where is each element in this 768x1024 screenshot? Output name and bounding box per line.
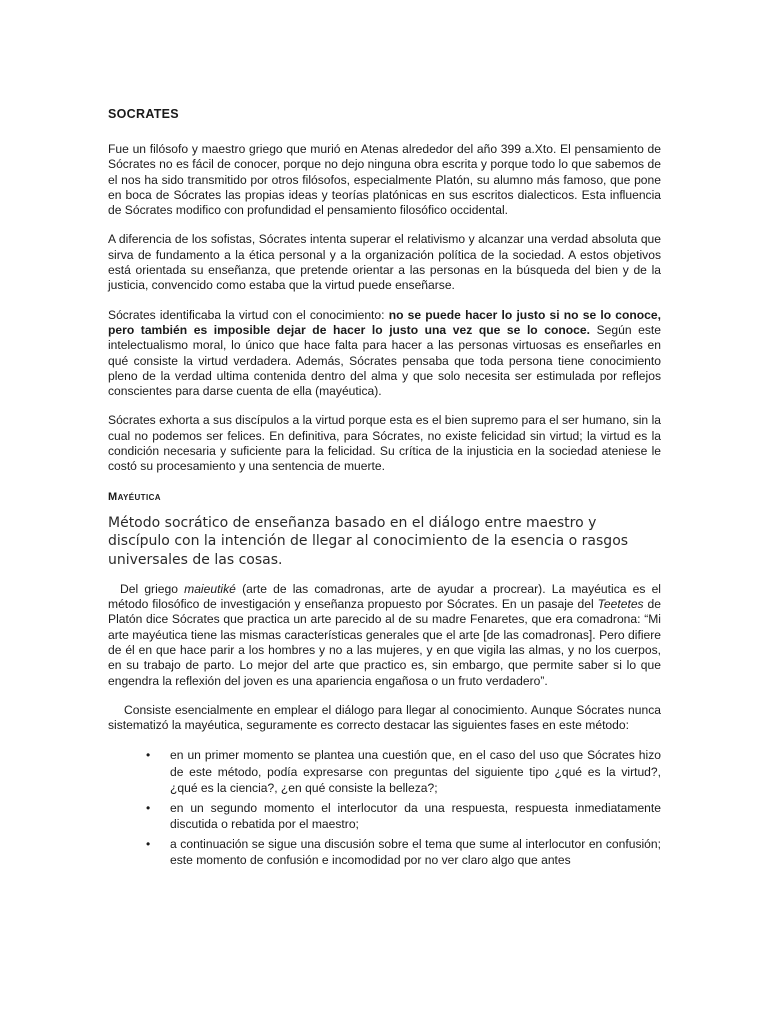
griego-part-b: (arte de las comadronas, arte de ayudar a procrear). La mayéutica es el método filosófico de investigación y enseñanza propuesto por Sócrates. En un pasaje del <box>108 581 661 612</box>
list-item-text: a continuación se sigue una discusión sobre el tema que sume al interlocutor en confusión; este momento de confusión e incomodidad por no ver claro algo que antes <box>170 836 661 867</box>
griego-term: maieutiké <box>184 581 236 596</box>
section-lead: Método socrático de enseñanza basado en el diálogo entre maestro y discípulo con la intención de llegar al conocimiento de la esencia o rasgos universales de las cosas. <box>108 514 629 569</box>
paragraph-sofistas: A diferencia de los sofistas, Sócrates intenta superar el relativismo y alcanzar una verdad absoluta que sirva de fundamento a la ética personal y a la organización política de la sociedad. A estos objetivos está orientada su enseñanza, que pretende orientar a las personas en la búsqueda del bien y de la justicia, convencido como estaba que la virtud puede enseñarse. <box>108 232 661 293</box>
list-item <box>146 800 661 832</box>
bullet-icon: • <box>146 836 151 851</box>
paragraph-intro: Fue un filósofo y maestro griego que murió en Atenas alrededor del año 399 a.Xto. El pensamiento de Sócrates no es fácil de conocer, porque no dejo ninguna obra escrita y porque todo lo que sabemos de el nos ha sido transmitido por otros filósofos, especialmente Platón, su alumno más famoso, que pone en boca de Sócrates las propias ideas y teorías platónicas en sus escritos dialecticos. Esta influencia de Sócrates modifico con profundidad el pensamiento filosófico occidental. <box>108 142 661 218</box>
paragraph-griego <box>108 582 661 689</box>
griego-part-c: de Platón dice Sócrates que practica un arte parecido al de su madre Fenaretes, que era comadrona: “Mi arte mayéutica tiene las mismas características generales que el arte [de las comadronas]. Pero difiere de él en que hace parir a los hombres y no a las mujeres, y en que vigila las almas, y no los cuerpos, en su trabajo de parto. Lo mejor del arte que practico es, sin embargo, que permite saber si lo que engendra la reflexión del joven es una apariencia engañosa o un fruto verdadero”. <box>108 597 661 688</box>
paragraph-virtud-end: Según este intelectualismo moral, lo único que hace falta para hacer a las personas virtuosas es enseñarles en qué consiste la virtud verdadera. Además, Sócrates pensaba que toda persona tiene conocimiento pleno de la verdad ultima contenida dentro del alma y que solo necesita ser estimulada por reflejos conscientes para darse cuenta de ella (mayéutica). <box>108 322 661 399</box>
phases-list <box>108 747 661 868</box>
paragraph-virtud <box>108 308 661 400</box>
list-item-text: en un primer momento se plantea una cuestión que, en el caso del uso que Sócrates hizo de este método, podía expresarse con preguntas del siguiente tipo ¿qué es la virtud?, ¿qué es la ciencia?, ¿en qué consiste la belleza?; <box>170 748 661 795</box>
document-title: SOCRATES <box>108 107 179 121</box>
document-page <box>108 106 661 872</box>
paragraph-virtud-bold: no se puede hacer lo justo si no se lo conoce, pero también es imposible dejar de hacer lo justo una vez que se lo conoce. <box>108 307 661 337</box>
paragraph-consiste: Consiste esencialmente en emplear el diálogo para llegar al conocimiento. Aunque Sócrates nunca sistematizó la mayéutica, seguramente es correcto destacar las siguientes fases en este método: <box>108 702 661 733</box>
list-item-text: en un segundo momento el interlocutor da una respuesta, respuesta inmediatamente discutida o rebatida por el maestro; <box>170 800 661 831</box>
bullet-icon: • <box>146 800 151 815</box>
bullet-icon: • <box>146 748 151 763</box>
paragraph-exhorta: Sócrates exhorta a sus discípulos a la virtud porque esta es el bien supremo para el ser humano, sin la cual no podemos ser felices. En definitiva, para Sócrates, no existe felicidad sin virtud; la virtud es la condición necesaria y suficiente para la felicidad. Su crítica de la injusticia en la sociedad ateniese le costó su procesamiento y una sentencia de muerte. <box>108 413 661 474</box>
teetetes-term: Teetetes <box>597 597 644 612</box>
list-item <box>146 836 661 868</box>
section-heading-mayeutica: Mayéutica <box>108 490 161 503</box>
paragraph-virtud-start: Sócrates identificaba la virtud con el conocimiento: <box>108 307 389 322</box>
griego-part-a: Del griego <box>120 581 185 596</box>
list-item <box>146 747 661 795</box>
